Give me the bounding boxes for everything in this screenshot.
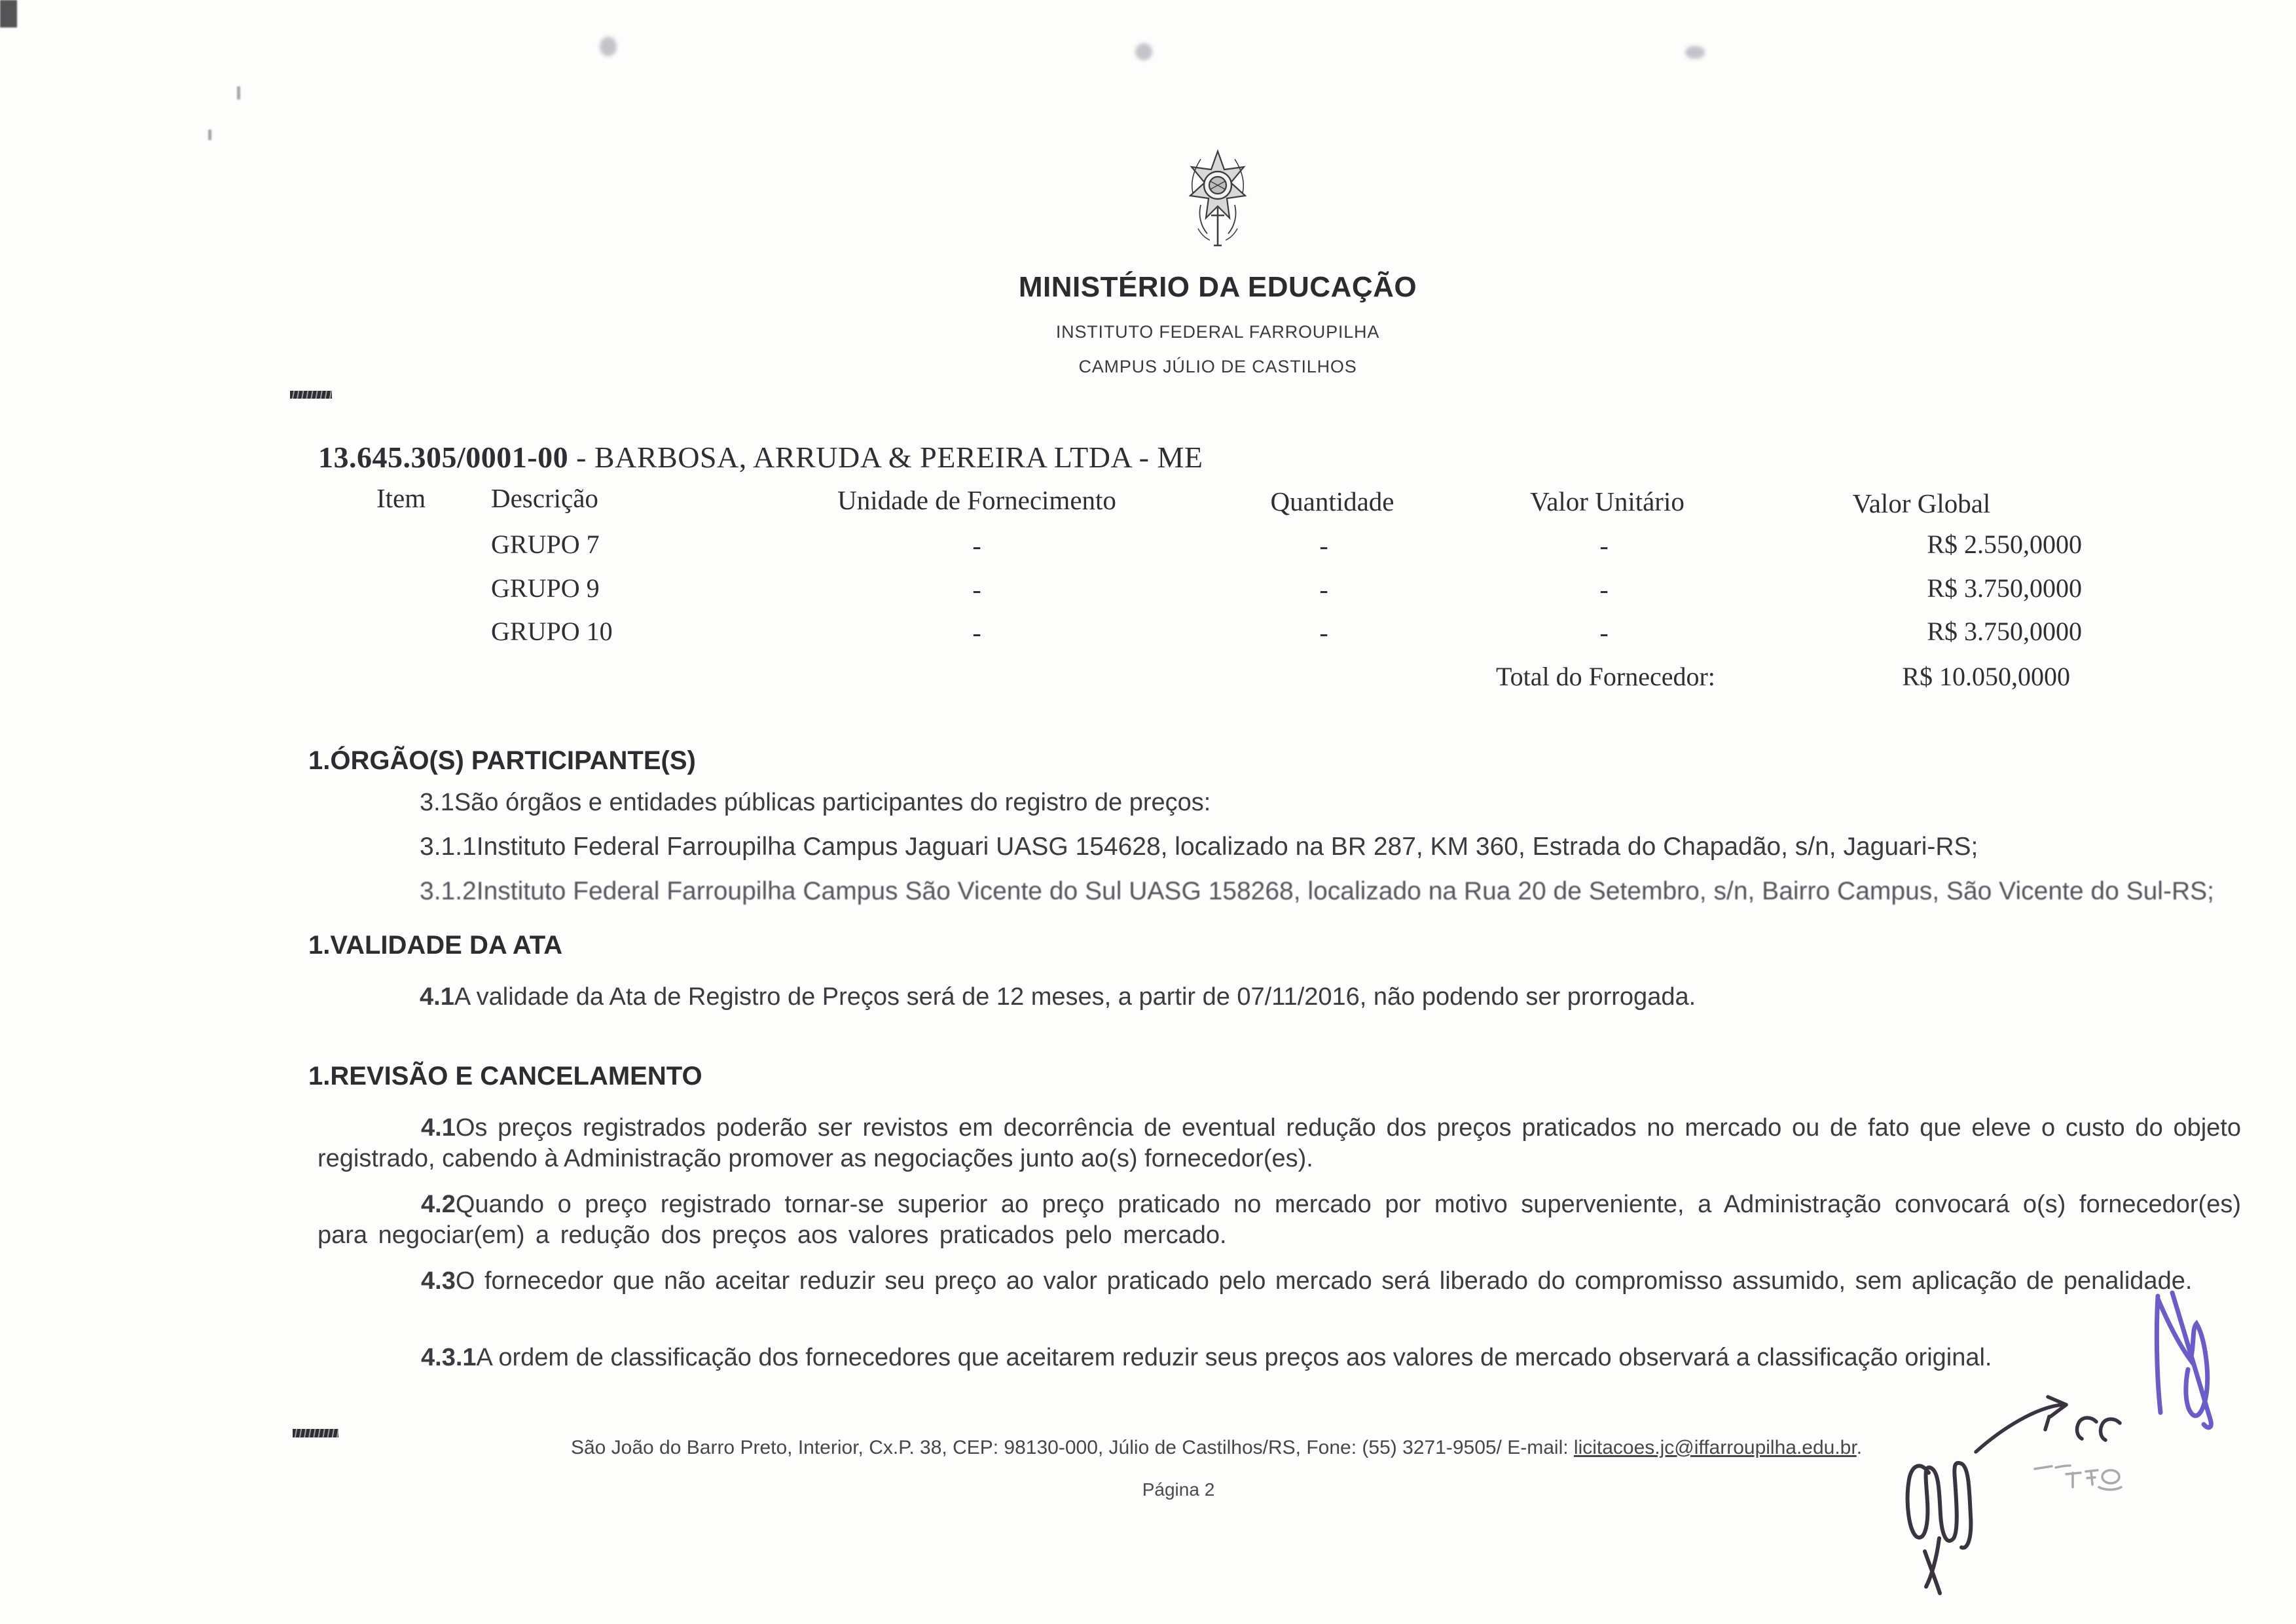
dark-scribble-arrow <box>1976 1397 2120 1452</box>
section-heading-revisao: 1.REVISÃO E CANCELAMENTO <box>308 1062 702 1091</box>
clause-text: A validade da Ata de Registro de Preços será de 12 meses, a partir de 07/11/2016, não podendo ser prorrogada. <box>454 983 1696 1011</box>
clause-3-1 <box>420 789 1211 817</box>
table-row-quantidade: - <box>1319 618 1328 647</box>
table-row-unidade: - <box>972 618 981 647</box>
institute-subtitle: INSTITUTO FEDERAL FARROUPILHA <box>1055 322 1380 342</box>
scan-speck <box>208 130 211 140</box>
clause-number: 3.1.1 <box>420 833 477 861</box>
clause-number: 4.3 <box>421 1267 456 1295</box>
table-row-valor-unitario: - <box>1599 531 1609 560</box>
clause-4-1-revisao <box>318 1113 2241 1174</box>
table-row-unidade: - <box>972 575 981 604</box>
table-row-valor-global: R$ 3.750,0000 <box>1927 573 2082 603</box>
scan-smudge <box>600 37 617 56</box>
clause-4-1-validade <box>420 983 1696 1011</box>
clause-text: São órgãos e entidades públicas participantes do registro de preços: <box>454 789 1211 816</box>
clause-3-1-1 <box>420 833 1978 861</box>
header <box>825 147 1611 377</box>
dark-scribble-loops <box>1908 1463 1971 1593</box>
table-row-valor-global: R$ 2.550,0000 <box>1927 530 2082 559</box>
col-header-valor-global: Valor Global <box>1852 488 1991 518</box>
footer-address-text: São João do Barro Preto, Interior, Cx.P. 38, CEP: 98130-000, Júlio de Castilhos/RS, Fone: (55) 3271-9505/ E-mail: <box>570 1437 1574 1458</box>
supplier-line <box>318 440 1203 475</box>
clause-3-1-2 <box>420 877 2214 906</box>
clause-number: 3.1.2 <box>420 877 477 905</box>
table-row-valor-unitario: - <box>1599 575 1609 604</box>
table-row-unidade: - <box>972 531 981 560</box>
clause-number: 3.1 <box>420 789 454 816</box>
scan-smudge <box>1135 43 1152 60</box>
ministry-title: MINISTÉRIO DA EDUCAÇÃO <box>1018 271 1417 303</box>
supplier-cnpj: 13.645.305/0001-00 <box>318 441 569 474</box>
footer-email: licitacoes.jc@iffarroupilha.edu.br <box>1573 1437 1857 1458</box>
clause-number: 4.2 <box>421 1191 456 1218</box>
coat-of-arms-logo <box>1181 147 1254 256</box>
clause-text: Os preços registrados poderão ser revistos em decorrência de eventual redução dos preços praticados no mercado ou de fato que eleve o custo do objeto registrado, cabendo à Administração promover as negociações junto ao(s) fornecedor(es). <box>318 1114 2241 1172</box>
col-header-descricao: Descrição <box>491 483 598 513</box>
signature-ink-marks <box>1866 1276 2296 1623</box>
faint-marks <box>2035 1466 2121 1490</box>
col-header-valor-unitario: Valor Unitário <box>1530 486 1685 516</box>
clause-number: 4.3.1 <box>421 1344 477 1371</box>
table-row-quantidade: - <box>1319 531 1328 560</box>
footer-address-period: . <box>1856 1437 1863 1458</box>
col-header-unidade: Unidade de Fornecimento <box>837 485 1116 515</box>
table-row-valor-global: R$ 3.750,0000 <box>1927 617 2082 646</box>
clause-number: 4.1 <box>421 1114 456 1142</box>
table-row-descricao: GRUPO 7 <box>491 530 600 559</box>
scan-speck <box>0 0 17 27</box>
campus-subtitle: CAMPUS JÚLIO DE CASTILHOS <box>1078 357 1357 376</box>
total-label: Total do Fornecedor: <box>1496 662 1715 691</box>
margin-mark-bottom <box>293 1429 338 1437</box>
table-row-quantidade: - <box>1319 575 1328 604</box>
clause-text: A ordem de classificação dos fornecedores que aceitarem reduzir seus preços aos valores de mercado observará a classificação original. <box>476 1344 1992 1371</box>
blue-signature <box>2157 1293 2211 1428</box>
col-header-item: Item <box>376 483 426 513</box>
total-value: R$ 10.050,0000 <box>1902 662 2070 691</box>
table-row-descricao: GRUPO 9 <box>491 573 600 603</box>
clause-text: O fornecedor que não aceitar reduzir seu preço ao valor praticado pelo mercado será liberado do compromisso assumido, sem aplicação de penalidade. <box>455 1267 2193 1295</box>
section-heading-orgaos: 1.ÓRGÃO(S) PARTICIPANTE(S) <box>308 746 696 775</box>
clause-text: Instituto Federal Farroupilha Campus São Vicente do Sul UASG 158268, localizado na Rua 20 de Setembro, s/n, Bairro Campus, São Vicente do Sul-RS; <box>476 877 2214 905</box>
section-heading-validade: 1.VALIDADE DA ATA <box>308 931 563 960</box>
page-number: Página 2 <box>1142 1479 1215 1500</box>
clause-text: Quando o preço registrado tornar-se superior ao preço praticado no mercado por motivo superveniente, a Administração convocará o(s) fornecedor(es) para negociar(em) a redução dos preços aos valores praticados pelo mercado. <box>318 1191 2241 1249</box>
supplier-name: - BARBOSA, ARRUDA & PEREIRA LTDA - ME <box>568 441 1203 474</box>
footer-address <box>571 1437 1862 1459</box>
table-row-valor-unitario: - <box>1599 618 1609 647</box>
col-header-quantidade: Quantidade <box>1270 486 1394 516</box>
clause-text: Instituto Federal Farroupilha Campus Jaguari UASG 154628, localizado na BR 287, KM 360, Estrada do Chapadão, s/n, Jaguari-RS; <box>476 833 1978 861</box>
scan-smudge <box>1685 46 1705 59</box>
scan-speck <box>237 86 240 99</box>
clause-number: 4.1 <box>420 983 454 1011</box>
margin-mark-top <box>290 391 332 399</box>
table-row-descricao: GRUPO 10 <box>491 617 613 646</box>
clause-4-2 <box>318 1189 2241 1251</box>
